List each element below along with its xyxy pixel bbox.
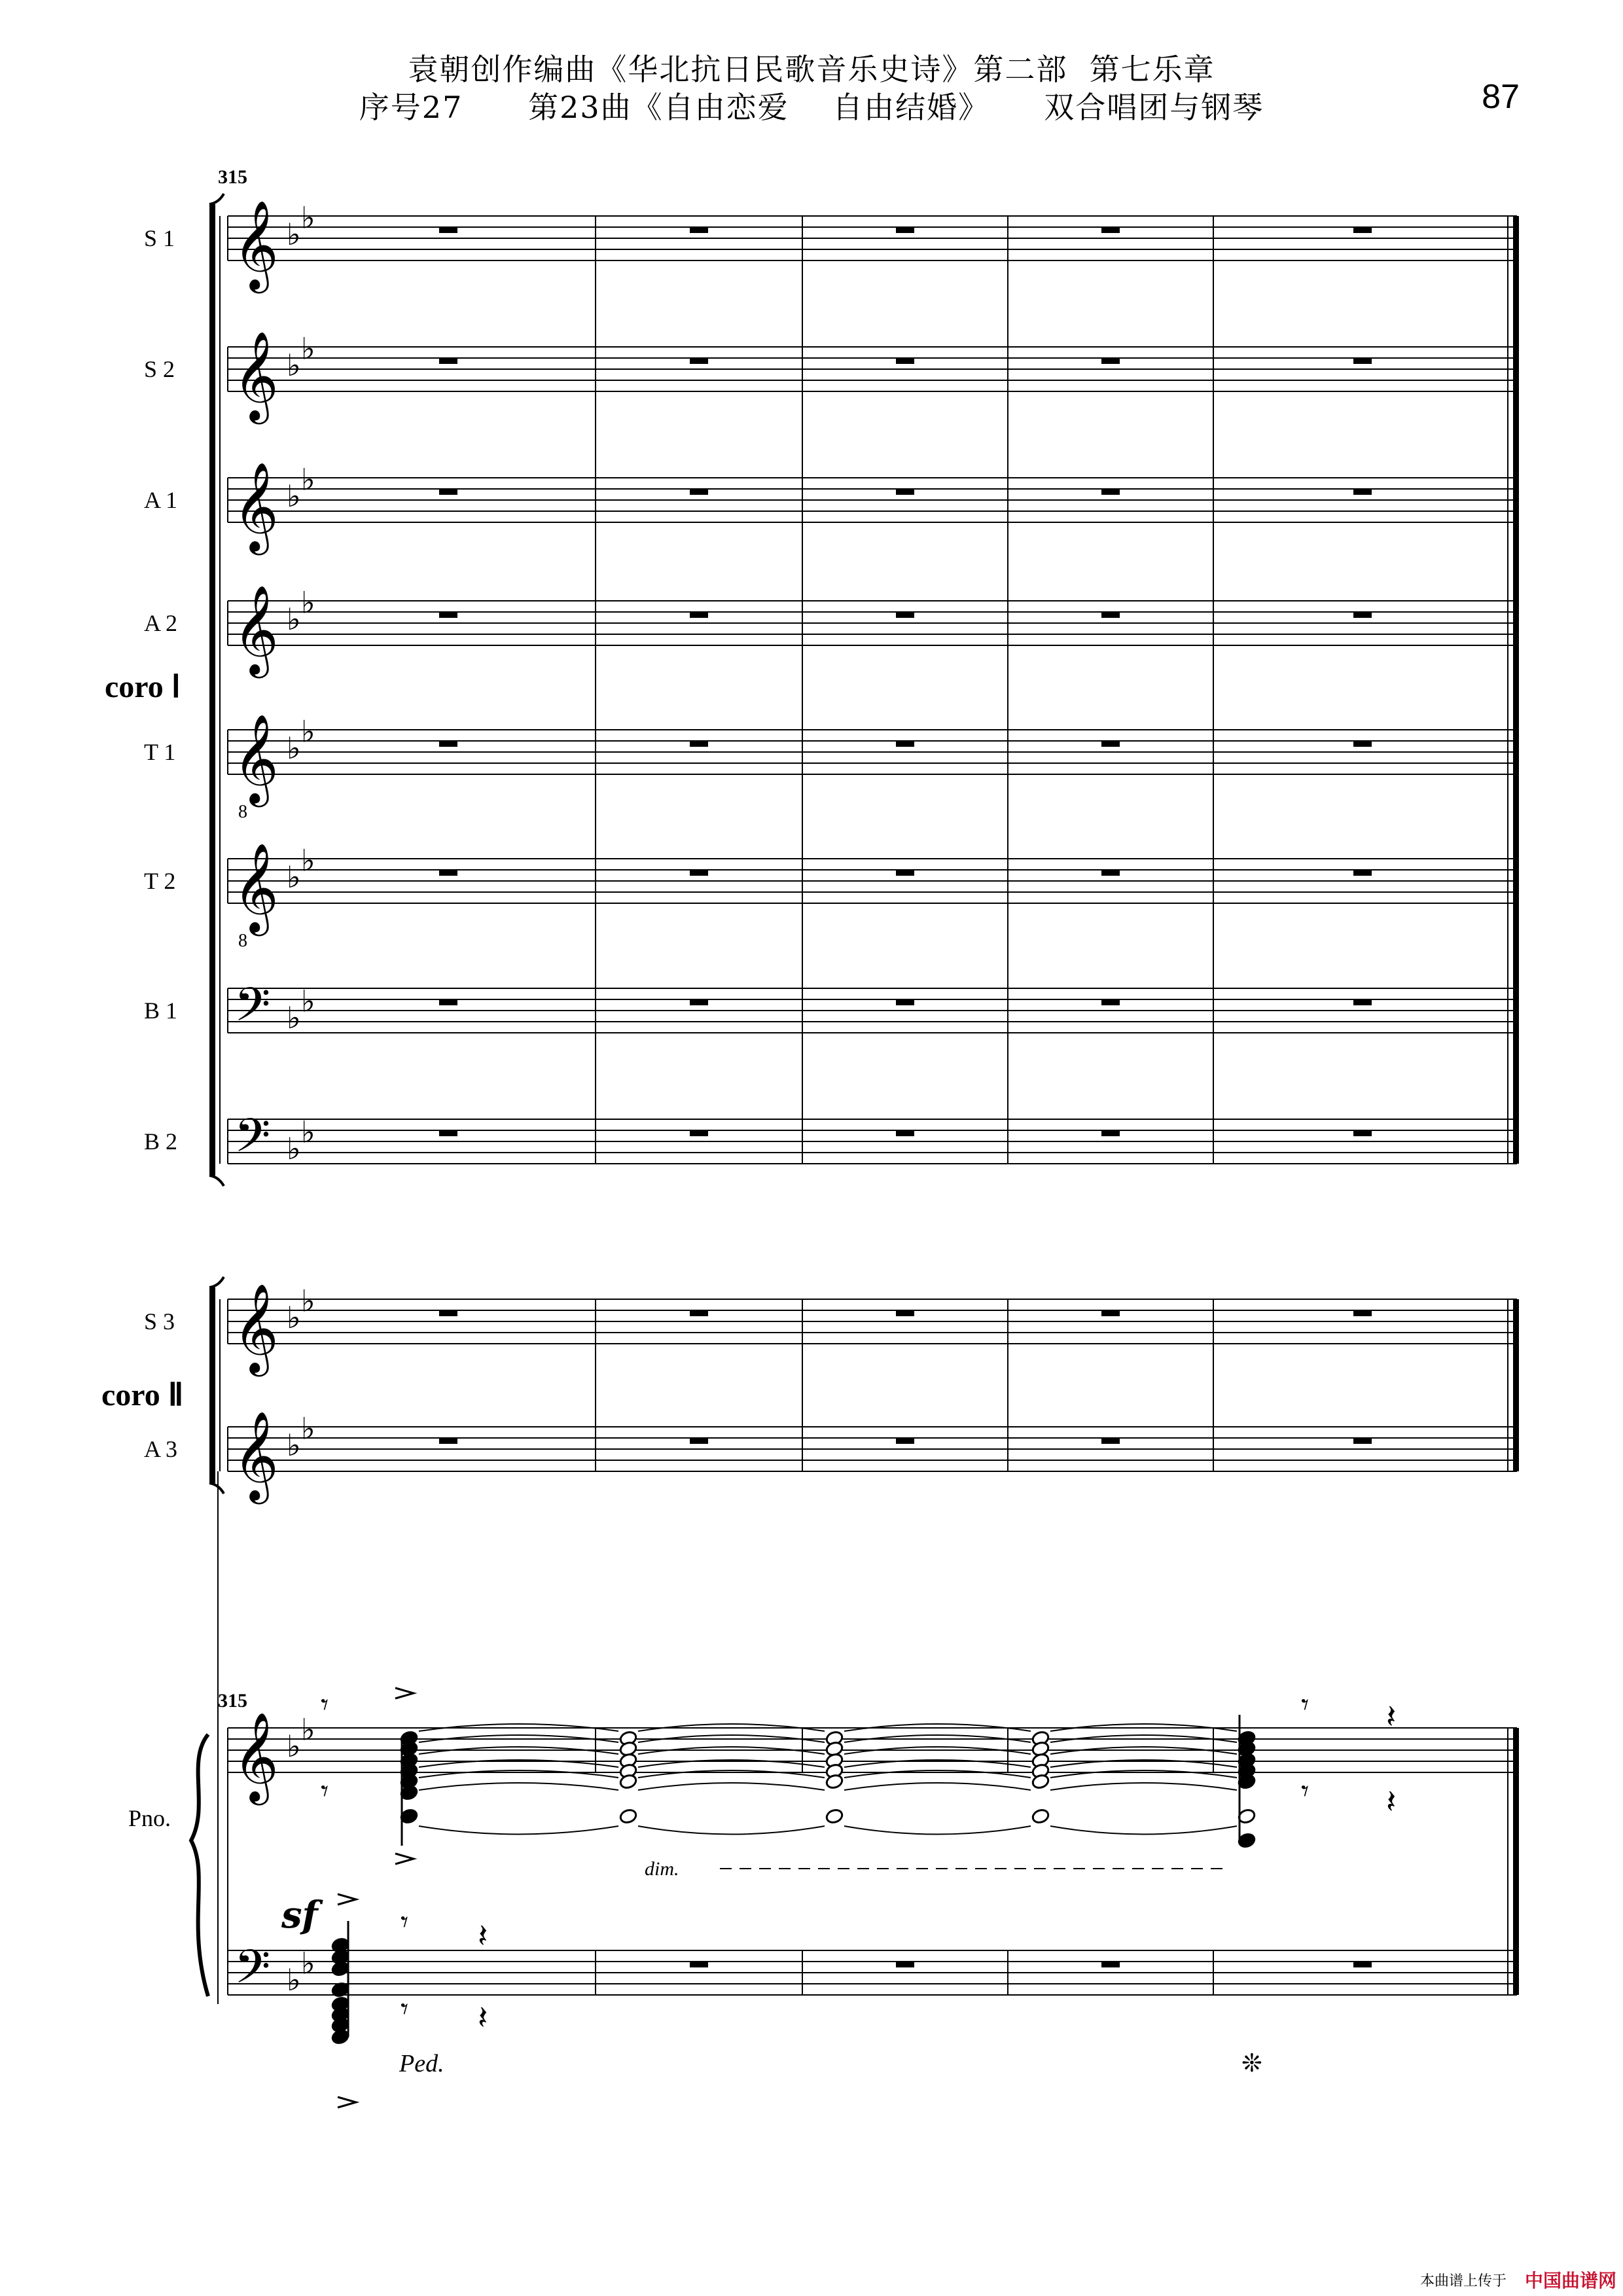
- tie-arc: [844, 1770, 1031, 1778]
- treble-clef-icon: 𝄞: [233, 461, 279, 551]
- flat-icon: ♭: [301, 713, 315, 749]
- whole-rest-icon: [1353, 1130, 1372, 1136]
- quarter-rest-icon: 𝄽: [478, 1917, 488, 1955]
- whole-rest-icon: [690, 999, 708, 1005]
- whole-rest-icon: [1101, 358, 1120, 364]
- flat-icon: ♭: [287, 478, 301, 514]
- treble-clef-icon: 𝄞: [233, 1410, 279, 1500]
- whole-rest-icon: [1353, 612, 1372, 618]
- whole-rest-icon: [1101, 1130, 1120, 1136]
- staff-t2: [144, 842, 1517, 951]
- page-number: 87: [1482, 78, 1520, 116]
- flat-icon: ♭: [287, 1729, 301, 1764]
- staff-label: A 2: [144, 610, 178, 636]
- flat-icon: ♭: [301, 1945, 315, 1981]
- pedal-release-icon: ❊: [1241, 2049, 1262, 2077]
- quarter-rest-icon: 𝄽: [1386, 1698, 1397, 1736]
- eighth-rest-icon: 𝄾: [321, 1687, 329, 1722]
- whole-rest-icon: [1101, 870, 1120, 876]
- accent-icon: [338, 1894, 356, 1905]
- whole-rest-icon: [896, 1310, 914, 1316]
- measure-number-piano: 315: [218, 1690, 247, 1712]
- whole-rest-icon: [439, 870, 457, 876]
- piano-final-thick: [1513, 1728, 1519, 1995]
- whole-rest-icon: [1353, 1438, 1372, 1444]
- flat-icon: ♭: [287, 859, 301, 895]
- piano-label: Pno.: [128, 1805, 171, 1831]
- staff-s3: [144, 1282, 1517, 1376]
- flat-icon: ♭: [301, 200, 315, 236]
- whole-rest-icon: [896, 489, 914, 495]
- diminuendo-marking: dim.: [645, 1858, 679, 1880]
- footer-brand[interactable]: 中国曲谱网: [1525, 2270, 1617, 2291]
- eighth-rest-icon: 𝄾: [401, 1991, 409, 2026]
- whole-rest-icon: [1101, 227, 1120, 233]
- whole-rest-icon: [1101, 741, 1120, 747]
- whole-rest-icon: [690, 358, 708, 364]
- bass-clef-icon: 𝄢: [234, 1109, 271, 1174]
- whole-rest-icon: [896, 999, 914, 1005]
- accent-icon: [395, 1854, 414, 1864]
- whole-rest-icon: [439, 358, 457, 364]
- whole-rest-icon: [896, 870, 914, 876]
- note-head: [619, 1808, 638, 1824]
- flat-icon: ♭: [301, 1283, 315, 1319]
- accent-icon: [338, 2097, 356, 2108]
- staff-a3: [144, 1410, 1517, 1504]
- treble-clef-icon: 𝄞: [233, 330, 279, 420]
- staff-label: A 3: [144, 1436, 178, 1462]
- staff-s2: [144, 330, 1517, 424]
- score-title-line1: 袁朝创作编曲《华北抗日民歌音乐史诗》第二部 第七乐章: [408, 52, 1215, 87]
- tie-arc: [419, 1783, 618, 1790]
- tie-arc: [844, 1783, 1031, 1790]
- staff-label: B 1: [144, 997, 178, 1024]
- whole-rest-icon: [896, 741, 914, 747]
- whole-rest-icon: [690, 741, 708, 747]
- whole-rest-icon: [896, 1438, 914, 1444]
- whole-rest-icon: [439, 999, 457, 1005]
- whole-rest-icon: [1353, 870, 1372, 876]
- whole-rest-icon: [1353, 227, 1372, 233]
- bass-clef-icon: 𝄢: [234, 978, 271, 1043]
- treble-clef-icon: 𝄞: [233, 842, 279, 932]
- tie-arc: [1050, 1770, 1237, 1778]
- whole-rest-icon: [1353, 358, 1372, 364]
- eighth-rest-icon: 𝄾: [1301, 1773, 1310, 1808]
- octave-mark: 8: [238, 802, 247, 822]
- tie-arc: [844, 1826, 1031, 1835]
- eighth-rest-icon: 𝄾: [1301, 1687, 1310, 1722]
- staff-label: T 1: [144, 739, 176, 765]
- staff-b1: [144, 978, 1517, 1043]
- whole-rest-icon: [1353, 489, 1372, 495]
- flat-icon: ♭: [287, 1000, 301, 1035]
- staff-label: S 1: [144, 225, 175, 251]
- choir2-bracket-icon: [209, 1287, 215, 1483]
- brace-icon: [191, 1734, 208, 1996]
- flat-icon: ♭: [301, 461, 315, 497]
- choir1-label: coro Ⅰ: [105, 670, 181, 704]
- measure-number-choir: 315: [218, 166, 247, 188]
- whole-rest-icon: [439, 227, 457, 233]
- bass-clef-icon: 𝄢: [234, 1940, 271, 2005]
- whole-rest-icon: [1101, 1438, 1120, 1444]
- whole-rest-icon: [439, 489, 457, 495]
- footer-upload-text: 本曲谱上传于: [1420, 2272, 1507, 2289]
- whole-rest-icon: [896, 358, 914, 364]
- staff-t1: [144, 713, 1517, 822]
- treble-clef-icon: 𝄞: [233, 199, 279, 289]
- whole-rest-icon: [896, 1962, 914, 1967]
- whole-rest-icon: [896, 612, 914, 618]
- whole-rest-icon: [690, 1130, 708, 1136]
- whole-rest-icon: [690, 1438, 708, 1444]
- tie-arc: [419, 1770, 618, 1778]
- flat-icon: ♭: [287, 1962, 301, 1998]
- staff-a1: [144, 461, 1517, 555]
- whole-rest-icon: [690, 489, 708, 495]
- whole-rest-icon: [1353, 1962, 1372, 1967]
- quarter-rest-icon: 𝄽: [478, 1999, 488, 2037]
- flat-icon: ♭: [301, 1114, 315, 1150]
- whole-rest-icon: [1353, 999, 1372, 1005]
- eighth-rest-icon: 𝄾: [321, 1773, 329, 1808]
- whole-rest-icon: [690, 870, 708, 876]
- flat-icon: ♭: [287, 1131, 301, 1166]
- flat-icon: ♭: [301, 1410, 315, 1446]
- choir1-bracket-icon-hook-bottom: [209, 1175, 224, 1186]
- whole-rest-icon: [896, 1130, 914, 1136]
- flat-icon: ♭: [301, 842, 315, 878]
- choir2-final-thick: [1513, 1299, 1519, 1471]
- eighth-rest-icon: 𝄾: [401, 1904, 409, 1939]
- staff-s1: [144, 199, 1517, 293]
- staff-b2: [144, 1109, 1517, 1174]
- whole-rest-icon: [896, 227, 914, 233]
- tie-arc: [638, 1783, 825, 1790]
- whole-rest-icon: [690, 1310, 708, 1316]
- whole-rest-icon: [690, 612, 708, 618]
- note-head: [331, 1960, 350, 1977]
- whole-rest-icon: [690, 1962, 708, 1967]
- choir2-label: coro Ⅱ: [101, 1378, 184, 1412]
- staff-label: A 1: [144, 487, 178, 513]
- whole-rest-icon: [690, 227, 708, 233]
- flat-icon: ♭: [287, 217, 301, 252]
- whole-rest-icon: [1101, 489, 1120, 495]
- choir1-final-thick: [1513, 216, 1519, 1164]
- staff-label: S 3: [144, 1308, 175, 1335]
- staff-label: T 2: [144, 868, 176, 894]
- whole-rest-icon: [439, 1130, 457, 1136]
- flat-icon: ♭: [301, 331, 315, 367]
- staves-layer: [144, 199, 1517, 1504]
- tie-arc: [638, 1770, 825, 1778]
- whole-rest-icon: [439, 1438, 457, 1444]
- whole-rest-icon: [1101, 1962, 1120, 1967]
- tie-arc: [638, 1826, 825, 1835]
- pedal-marking: Ped.: [399, 2050, 444, 2077]
- note-head: [1031, 1808, 1050, 1824]
- choir2-bracket-icon-hook-top: [209, 1277, 224, 1287]
- quarter-rest-icon: 𝄽: [1386, 1783, 1397, 1821]
- treble-clef-icon: 𝄞: [233, 1282, 279, 1372]
- choir1-bracket-icon: [209, 204, 215, 1175]
- choir1-bracket-icon-hook-top: [209, 194, 224, 204]
- tie-arc: [1050, 1826, 1237, 1835]
- whole-rest-icon: [1353, 1310, 1372, 1316]
- staff-label: S 2: [144, 356, 175, 382]
- flat-icon: ♭: [301, 584, 315, 620]
- whole-rest-icon: [439, 741, 457, 747]
- octave-mark: 8: [238, 931, 247, 951]
- piano-system: [191, 1687, 1519, 2108]
- flat-icon: ♭: [287, 601, 301, 637]
- sforzando-marking: sf: [281, 1893, 318, 1937]
- whole-rest-icon: [439, 1310, 457, 1316]
- whole-rest-icon: [1101, 999, 1120, 1005]
- flat-icon: ♭: [287, 730, 301, 766]
- whole-rest-icon: [1101, 612, 1120, 618]
- flat-icon: ♭: [287, 1300, 301, 1335]
- tie-arc: [1050, 1783, 1237, 1790]
- accent-icon: [395, 1688, 414, 1698]
- staff-a2: [144, 584, 1517, 678]
- flat-icon: ♭: [301, 983, 315, 1019]
- flat-icon: ♭: [287, 1427, 301, 1463]
- tie-arc: [419, 1826, 618, 1835]
- treble-clef-icon: 𝄞: [233, 1711, 279, 1801]
- whole-rest-icon: [1353, 741, 1372, 747]
- score-title-line2: 序号27 第23曲《自由恋爱 自由结婚》 双合唱团与钢琴: [359, 90, 1264, 125]
- treble-clef-icon: 𝄞: [233, 713, 279, 803]
- staff-label: B 2: [144, 1128, 178, 1155]
- whole-rest-icon: [439, 612, 457, 618]
- note-head: [825, 1808, 844, 1824]
- flat-icon: ♭: [287, 348, 301, 383]
- flat-icon: ♭: [301, 1712, 315, 1748]
- choir2-bracket-icon-hook-bottom: [209, 1483, 224, 1494]
- note-head: [331, 2028, 350, 2045]
- whole-rest-icon: [1101, 1310, 1120, 1316]
- treble-clef-icon: 𝄞: [233, 584, 279, 674]
